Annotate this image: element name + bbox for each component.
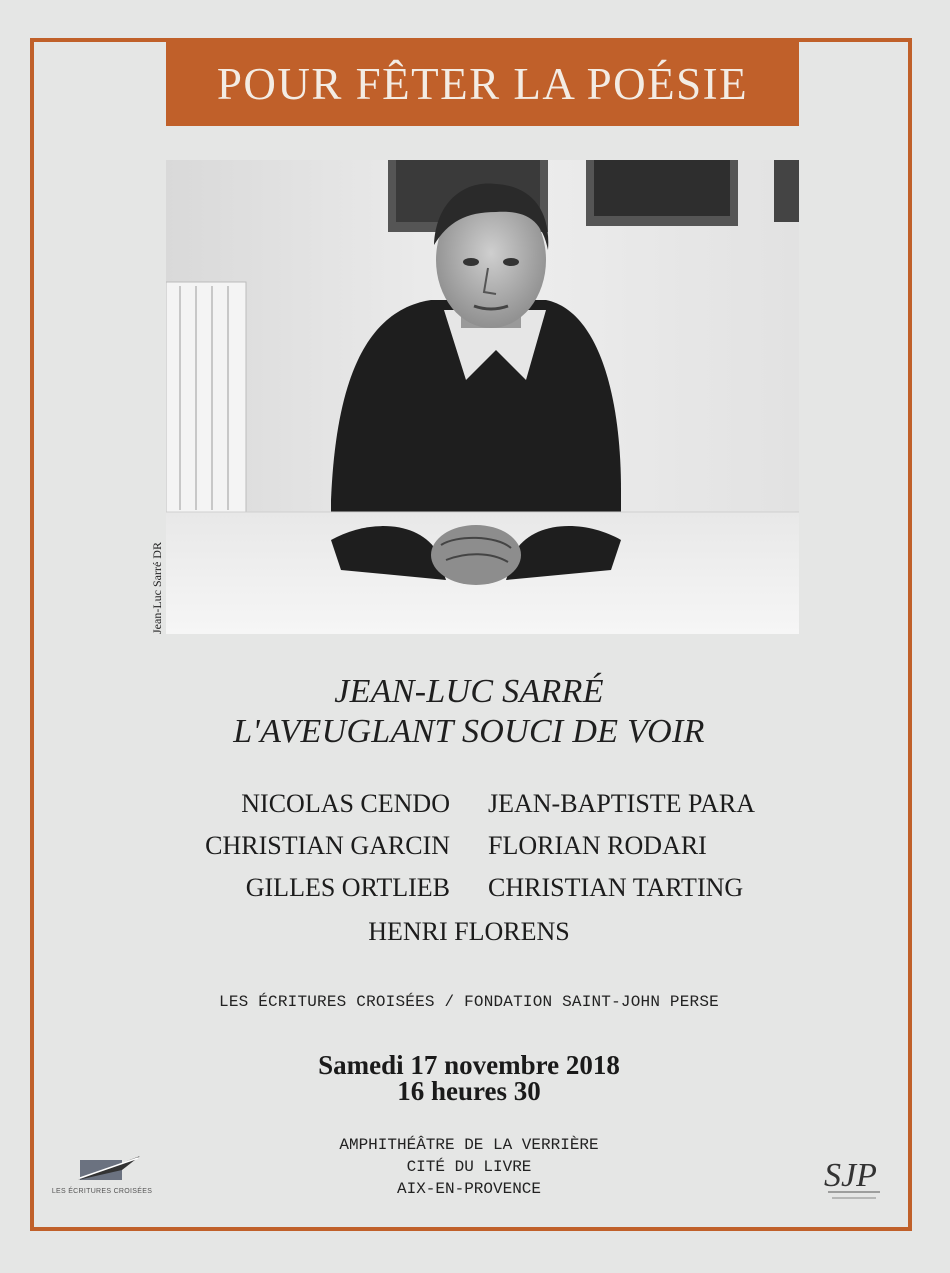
participant-left-3: GILLES ORTLIEB [245, 873, 450, 902]
logo-left-caption: LES ÉCRITURES CROISÉES [51, 1188, 153, 1195]
headline-title: L'AVEUGLANT SOUCI DE VOIR [233, 713, 705, 750]
photo-credit: Jean-Luc Sarré DR [150, 542, 164, 634]
event-time: 16 heures 30 [397, 1076, 541, 1106]
banner-title: POUR FÊTER LA POÉSIE [216, 59, 749, 109]
participant-center: HENRI FLORENS [368, 917, 570, 946]
headline [0, 672, 938, 752]
logo-right-text: SJP [824, 1157, 877, 1194]
participant-left-1: NICOLAS CENDO [241, 789, 450, 818]
portrait-photo [166, 160, 799, 634]
venue-hall: AMPHITHÉÂTRE DE LA VERRIÈRE [339, 1136, 599, 1154]
sjp-logo [818, 1148, 888, 1208]
sjp-monogram-icon [818, 1148, 888, 1208]
venue-city: AIX-EN-PROVENCE [396, 1180, 542, 1198]
participant-right-2: FLORIAN RODARI [488, 831, 707, 860]
headline-author: JEAN-LUC SARRÉ [334, 673, 604, 710]
event-date [0, 1052, 938, 1104]
venue-building: CITÉ DU LIVRE [406, 1158, 532, 1176]
event-day: Samedi 17 novembre 2018 [318, 1050, 620, 1080]
participant-right-1: JEAN-BAPTISTE PARA [488, 789, 756, 818]
participant-left-2: CHRISTIAN GARCIN [205, 831, 450, 860]
organizers: LES ÉCRITURES CROISÉES / FONDATION SAINT-JOHN PERSE [219, 993, 719, 1011]
participant-right-3: CHRISTIAN TARTING [488, 873, 744, 902]
ecritures-croisees-logo [42, 1150, 162, 1205]
feather-icon [42, 1150, 162, 1186]
title-banner [166, 42, 799, 126]
